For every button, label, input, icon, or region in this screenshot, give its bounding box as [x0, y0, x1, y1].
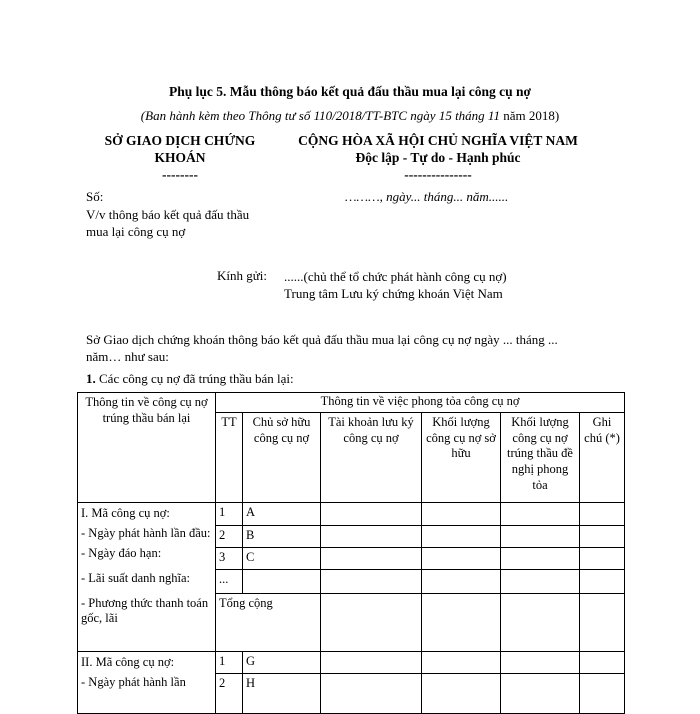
table-row-tt: ...	[216, 570, 243, 594]
agency-dash: --------	[162, 167, 198, 182]
group1-info	[78, 503, 216, 652]
table-cell	[321, 570, 422, 594]
group2-issue-date: - Ngày phát hành lần	[81, 675, 186, 689]
subtitle-italic: (Ban hành kèm theo Thông tư số 110/2018/TT-BTC ngày 15 tháng 11	[140, 108, 500, 123]
header-blocking-info: Thông tin về việc phong tỏa công cụ nợ	[216, 393, 625, 413]
group1-maturity: - Ngày đáo hạn:	[81, 546, 162, 560]
table-row-owner: C	[243, 548, 321, 570]
recipient-list	[284, 268, 507, 302]
header-note: Ghi chú (*)	[580, 413, 625, 503]
body-line1: Sở Giao dịch chứng khoán thông báo kết quả đấu thầu mua lại công cụ nợ ngày ... tháng ...	[86, 332, 558, 347]
table-cell	[501, 548, 580, 570]
table-row-tt: 3	[216, 548, 243, 570]
section1-heading	[86, 371, 294, 387]
document-subtitle	[0, 108, 700, 124]
table-cell	[422, 594, 501, 652]
national-header	[278, 132, 598, 183]
table-cell	[422, 674, 501, 714]
national-line2: Độc lập - Tự do - Hạnh phúc	[355, 150, 521, 165]
table-cell	[422, 503, 501, 526]
table-cell	[422, 526, 501, 548]
results-table	[77, 392, 625, 714]
table-cell	[580, 503, 625, 526]
group2-info	[78, 652, 216, 714]
recipient-line2: Trung tâm Lưu ký chứng khoán Việt Nam	[284, 286, 503, 301]
header-tt: TT	[216, 413, 243, 503]
group1-payment: - Phương thức thanh toán gốc, lãi	[81, 596, 209, 625]
table-row-owner: G	[243, 652, 321, 674]
recipient-line1: ......(chủ thể tổ chức phát hành công cụ nợ)	[284, 269, 507, 284]
document-number: Số:	[86, 189, 104, 204]
national-dash: ---------------	[404, 167, 472, 182]
table-row-tt: 1	[216, 503, 243, 526]
table-cell	[580, 652, 625, 674]
subject-line2: mua lại công cụ nợ	[86, 224, 186, 239]
date-line: ………, ngày... tháng... năm......	[345, 189, 509, 204]
table-row-tt: 2	[216, 674, 243, 714]
subject-line1: V/v thông báo kết quả đấu thầu	[86, 207, 250, 222]
table-cell	[422, 548, 501, 570]
table-cell	[501, 594, 580, 652]
body-paragraph	[86, 331, 626, 365]
document-title: Phụ lục 5. Mẫu thông báo kết quả đấu thầu mua lại công cụ nợ	[169, 84, 531, 99]
table-cell	[321, 548, 422, 570]
table-cell	[501, 503, 580, 526]
group1-rate: - Lãi suất danh nghĩa:	[81, 571, 190, 585]
table-cell	[321, 594, 422, 652]
table-row-tt: 2	[216, 526, 243, 548]
group2-code: II. Mã công cụ nợ:	[81, 655, 175, 669]
table-row-owner: B	[243, 526, 321, 548]
table-row-owner: H	[243, 674, 321, 714]
table-row-tt: 1	[216, 652, 243, 674]
table-cell	[321, 503, 422, 526]
table-cell	[321, 652, 422, 674]
table-cell	[422, 570, 501, 594]
table-cell	[321, 674, 422, 714]
table-cell	[580, 594, 625, 652]
agency-header	[80, 132, 280, 183]
table-cell	[580, 674, 625, 714]
header-owner: Chủ sở hữu công cụ nợ	[243, 413, 321, 503]
section1-number: 1.	[86, 371, 96, 386]
header-blocked-volume: Khối lượng công cụ nợ trúng thầu đề nghị phong tỏa	[501, 413, 580, 503]
body-line2: năm… như sau:	[86, 349, 169, 364]
table-cell	[580, 526, 625, 548]
section1-text: Các công cụ nợ đã trúng thầu bán lại:	[95, 371, 294, 386]
header-debt-info: Thông tin về công cụ nợ trúng thầu bán lại	[78, 393, 216, 503]
national-line1: CỘNG HÒA XÃ HỘI CHỦ NGHĨA VIỆT NAM	[298, 133, 578, 148]
recipient-label: Kính gửi:	[217, 268, 268, 283]
table-cell	[501, 570, 580, 594]
table-cell	[501, 652, 580, 674]
group1-code: I. Mã công cụ nợ:	[81, 506, 170, 520]
table-cell	[580, 548, 625, 570]
table-row-owner	[243, 570, 321, 594]
header-account: Tài khoản lưu ký công cụ nợ	[321, 413, 422, 503]
table-cell	[422, 652, 501, 674]
table-row-owner: A	[243, 503, 321, 526]
subject-line	[86, 206, 249, 240]
subtitle-tail: năm 2018)	[499, 108, 560, 123]
table-cell	[501, 526, 580, 548]
agency-line2: KHOÁN	[154, 150, 206, 165]
table-cell	[321, 526, 422, 548]
table-cell	[501, 674, 580, 714]
group1-total: Tổng cộng	[216, 594, 321, 652]
header-owned-volume: Khối lượng công cụ nợ sở hữu	[422, 413, 501, 503]
group1-issue-date: - Ngày phát hành lần đầu:	[81, 526, 211, 540]
table-cell	[580, 570, 625, 594]
agency-line1: SỞ GIAO DỊCH CHỨNG	[104, 133, 256, 148]
